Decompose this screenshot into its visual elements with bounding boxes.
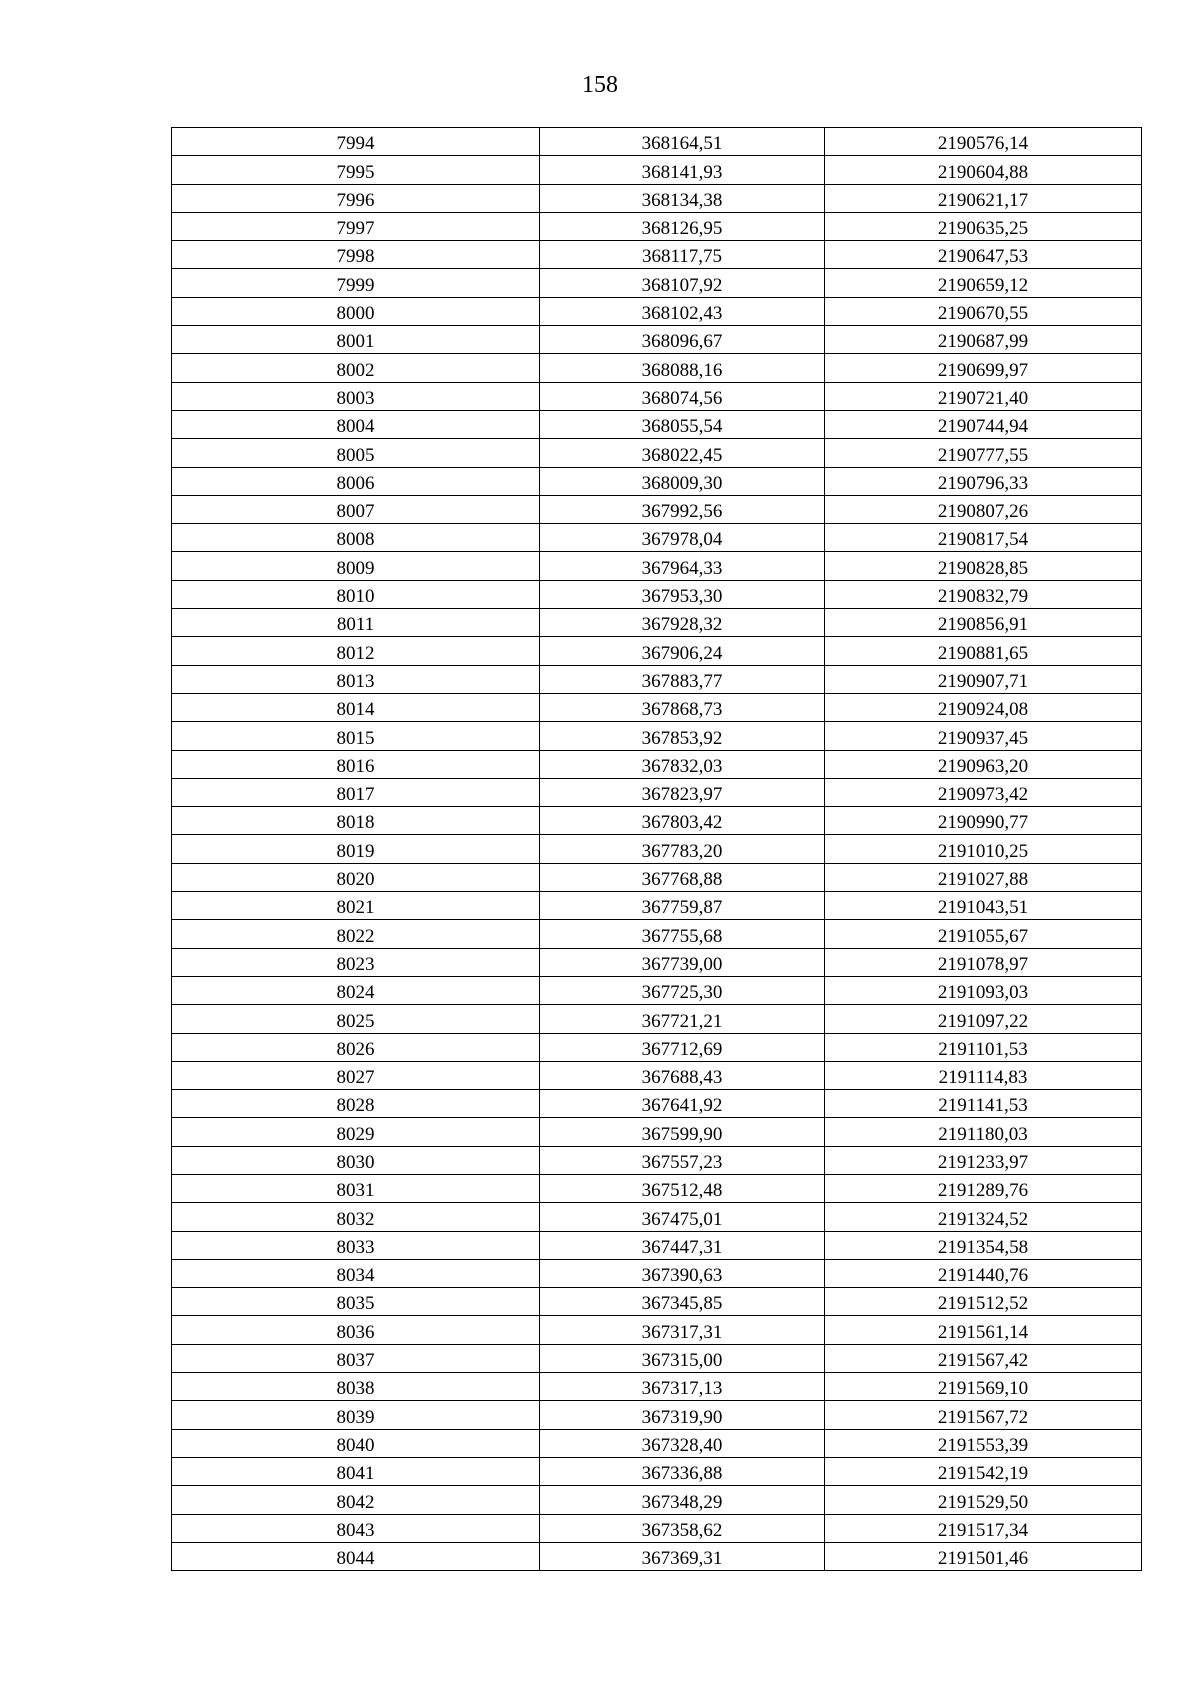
- point-number-cell: 8027: [172, 1061, 540, 1089]
- y-coordinate-cell: 2190635,25: [825, 212, 1142, 240]
- y-coordinate-cell: 2191529,50: [825, 1486, 1142, 1514]
- table-row: [172, 128, 1142, 156]
- table-row: [172, 948, 1142, 976]
- point-number-cell: 8021: [172, 892, 540, 920]
- x-coordinate-cell: 367868,73: [540, 693, 825, 721]
- table-row: [172, 1118, 1142, 1146]
- y-coordinate-cell: 2191569,10: [825, 1373, 1142, 1401]
- point-number-cell: 8013: [172, 665, 540, 693]
- x-coordinate-cell: 367475,01: [540, 1203, 825, 1231]
- x-coordinate-cell: 368009,30: [540, 467, 825, 495]
- table-row: [172, 1344, 1142, 1372]
- table-row: [172, 326, 1142, 354]
- x-coordinate-cell: 367336,88: [540, 1457, 825, 1485]
- x-coordinate-cell: 368107,92: [540, 269, 825, 297]
- point-number-cell: 8000: [172, 297, 540, 325]
- y-coordinate-cell: 2190881,65: [825, 637, 1142, 665]
- y-coordinate-cell: 2190576,14: [825, 128, 1142, 156]
- point-number-cell: 8007: [172, 495, 540, 523]
- x-coordinate-cell: 367319,90: [540, 1401, 825, 1429]
- point-number-cell: 8036: [172, 1316, 540, 1344]
- y-coordinate-cell: 2190856,91: [825, 609, 1142, 637]
- table-row: [172, 467, 1142, 495]
- point-number-cell: 8015: [172, 722, 540, 750]
- table-row: [172, 1033, 1142, 1061]
- x-coordinate-cell: 368134,38: [540, 184, 825, 212]
- y-coordinate-cell: 2191233,97: [825, 1146, 1142, 1174]
- table-row: [172, 212, 1142, 240]
- table-row: [172, 693, 1142, 721]
- y-coordinate-cell: 2191097,22: [825, 1005, 1142, 1033]
- x-coordinate-cell: 367712,69: [540, 1033, 825, 1061]
- point-number-cell: 8019: [172, 835, 540, 863]
- x-coordinate-cell: 368102,43: [540, 297, 825, 325]
- table-row: [172, 495, 1142, 523]
- point-number-cell: 8026: [172, 1033, 540, 1061]
- y-coordinate-cell: 2190744,94: [825, 410, 1142, 438]
- table-row: [172, 1429, 1142, 1457]
- y-coordinate-cell: 2190828,85: [825, 552, 1142, 580]
- point-number-cell: 8008: [172, 524, 540, 552]
- x-coordinate-cell: 367557,23: [540, 1146, 825, 1174]
- y-coordinate-cell: 2191114,83: [825, 1061, 1142, 1089]
- table-row: [172, 1259, 1142, 1287]
- y-coordinate-cell: 2190670,55: [825, 297, 1142, 325]
- y-coordinate-cell: 2191501,46: [825, 1542, 1142, 1570]
- point-number-cell: 8004: [172, 410, 540, 438]
- point-number-cell: 8042: [172, 1486, 540, 1514]
- x-coordinate-cell: 367978,04: [540, 524, 825, 552]
- y-coordinate-cell: 2191027,88: [825, 863, 1142, 891]
- x-coordinate-cell: 367317,13: [540, 1373, 825, 1401]
- point-number-cell: 8022: [172, 920, 540, 948]
- table-row: [172, 241, 1142, 269]
- x-coordinate-cell: 368088,16: [540, 354, 825, 382]
- y-coordinate-cell: 2190699,97: [825, 354, 1142, 382]
- y-coordinate-cell: 2190832,79: [825, 580, 1142, 608]
- y-coordinate-cell: 2191093,03: [825, 976, 1142, 1004]
- y-coordinate-cell: 2190687,99: [825, 326, 1142, 354]
- x-coordinate-cell: 367599,90: [540, 1118, 825, 1146]
- point-number-cell: 8018: [172, 807, 540, 835]
- x-coordinate-cell: 368074,56: [540, 382, 825, 410]
- point-number-cell: 8033: [172, 1231, 540, 1259]
- table-row: [172, 156, 1142, 184]
- y-coordinate-cell: 2190973,42: [825, 778, 1142, 806]
- point-number-cell: 8041: [172, 1457, 540, 1485]
- table-row: [172, 410, 1142, 438]
- point-number-cell: 8012: [172, 637, 540, 665]
- table-row: [172, 1061, 1142, 1089]
- x-coordinate-cell: 367721,21: [540, 1005, 825, 1033]
- x-coordinate-cell: 367447,31: [540, 1231, 825, 1259]
- point-number-cell: 7997: [172, 212, 540, 240]
- table-row: [172, 1288, 1142, 1316]
- table-row: [172, 382, 1142, 410]
- point-number-cell: 8023: [172, 948, 540, 976]
- point-number-cell: 8037: [172, 1344, 540, 1372]
- y-coordinate-cell: 2191141,53: [825, 1090, 1142, 1118]
- y-coordinate-cell: 2191567,72: [825, 1401, 1142, 1429]
- point-number-cell: 8044: [172, 1542, 540, 1570]
- y-coordinate-cell: 2191561,14: [825, 1316, 1142, 1344]
- table-row: [172, 750, 1142, 778]
- y-coordinate-cell: 2190807,26: [825, 495, 1142, 523]
- point-number-cell: 7994: [172, 128, 540, 156]
- point-number-cell: 8032: [172, 1203, 540, 1231]
- table-row: [172, 524, 1142, 552]
- y-coordinate-cell: 2191078,97: [825, 948, 1142, 976]
- y-coordinate-cell: 2191180,03: [825, 1118, 1142, 1146]
- y-coordinate-cell: 2190659,12: [825, 269, 1142, 297]
- point-number-cell: 8039: [172, 1401, 540, 1429]
- table-row: [172, 892, 1142, 920]
- x-coordinate-cell: 367725,30: [540, 976, 825, 1004]
- table-row: [172, 552, 1142, 580]
- x-coordinate-cell: 368022,45: [540, 439, 825, 467]
- x-coordinate-cell: 368096,67: [540, 326, 825, 354]
- table-row: [172, 439, 1142, 467]
- point-number-cell: 8006: [172, 467, 540, 495]
- point-number-cell: 8038: [172, 1373, 540, 1401]
- table-row: [172, 1231, 1142, 1259]
- table-row: [172, 863, 1142, 891]
- x-coordinate-cell: 367315,00: [540, 1344, 825, 1372]
- x-coordinate-cell: 367348,29: [540, 1486, 825, 1514]
- table-row: [172, 297, 1142, 325]
- table-row: [172, 807, 1142, 835]
- point-number-cell: 8014: [172, 693, 540, 721]
- table-row: [172, 354, 1142, 382]
- y-coordinate-cell: 2190604,88: [825, 156, 1142, 184]
- point-number-cell: 8011: [172, 609, 540, 637]
- x-coordinate-cell: 368141,93: [540, 156, 825, 184]
- y-coordinate-cell: 2191055,67: [825, 920, 1142, 948]
- y-coordinate-cell: 2190721,40: [825, 382, 1142, 410]
- y-coordinate-cell: 2191517,34: [825, 1514, 1142, 1542]
- point-number-cell: 8009: [172, 552, 540, 580]
- x-coordinate-cell: 367953,30: [540, 580, 825, 608]
- table-row: [172, 1514, 1142, 1542]
- table-row: [172, 722, 1142, 750]
- table-row: [172, 1542, 1142, 1570]
- point-number-cell: 8034: [172, 1259, 540, 1287]
- x-coordinate-cell: 367883,77: [540, 665, 825, 693]
- x-coordinate-cell: 367759,87: [540, 892, 825, 920]
- y-coordinate-cell: 2191440,76: [825, 1259, 1142, 1287]
- table-row: [172, 1203, 1142, 1231]
- point-number-cell: 8020: [172, 863, 540, 891]
- x-coordinate-cell: 367832,03: [540, 750, 825, 778]
- x-coordinate-cell: 367755,68: [540, 920, 825, 948]
- table-row: [172, 778, 1142, 806]
- x-coordinate-cell: 367803,42: [540, 807, 825, 835]
- point-number-cell: 8028: [172, 1090, 540, 1118]
- point-number-cell: 7998: [172, 241, 540, 269]
- y-coordinate-cell: 2191542,19: [825, 1457, 1142, 1485]
- y-coordinate-cell: 2190817,54: [825, 524, 1142, 552]
- x-coordinate-cell: 367358,62: [540, 1514, 825, 1542]
- point-number-cell: 8001: [172, 326, 540, 354]
- y-coordinate-cell: 2191567,42: [825, 1344, 1142, 1372]
- y-coordinate-cell: 2191043,51: [825, 892, 1142, 920]
- y-coordinate-cell: 2191101,53: [825, 1033, 1142, 1061]
- table-row: [172, 1401, 1142, 1429]
- page-number: 158: [582, 72, 618, 98]
- table-row: [172, 1005, 1142, 1033]
- x-coordinate-cell: 367906,24: [540, 637, 825, 665]
- point-number-cell: 8031: [172, 1174, 540, 1202]
- point-number-cell: 8035: [172, 1288, 540, 1316]
- point-number-cell: 7995: [172, 156, 540, 184]
- y-coordinate-cell: 2190907,71: [825, 665, 1142, 693]
- x-coordinate-cell: 367992,56: [540, 495, 825, 523]
- table-row: [172, 269, 1142, 297]
- x-coordinate-cell: 367328,40: [540, 1429, 825, 1457]
- point-number-cell: 7996: [172, 184, 540, 212]
- point-number-cell: 8016: [172, 750, 540, 778]
- x-coordinate-cell: 367688,43: [540, 1061, 825, 1089]
- y-coordinate-cell: 2191289,76: [825, 1174, 1142, 1202]
- point-number-cell: 8043: [172, 1514, 540, 1542]
- y-coordinate-cell: 2191553,39: [825, 1429, 1142, 1457]
- x-coordinate-cell: 367641,92: [540, 1090, 825, 1118]
- point-number-cell: 8005: [172, 439, 540, 467]
- x-coordinate-cell: 367783,20: [540, 835, 825, 863]
- x-coordinate-cell: 367853,92: [540, 722, 825, 750]
- table-row: [172, 1373, 1142, 1401]
- y-coordinate-cell: 2190796,33: [825, 467, 1142, 495]
- x-coordinate-cell: 367768,88: [540, 863, 825, 891]
- point-number-cell: 8030: [172, 1146, 540, 1174]
- x-coordinate-cell: 367345,85: [540, 1288, 825, 1316]
- coordinates-table: [171, 127, 1142, 1571]
- x-coordinate-cell: 368164,51: [540, 128, 825, 156]
- y-coordinate-cell: 2190621,17: [825, 184, 1142, 212]
- x-coordinate-cell: 367964,33: [540, 552, 825, 580]
- y-coordinate-cell: 2190963,20: [825, 750, 1142, 778]
- table-row: [172, 1174, 1142, 1202]
- x-coordinate-cell: 367390,63: [540, 1259, 825, 1287]
- y-coordinate-cell: 2191324,52: [825, 1203, 1142, 1231]
- y-coordinate-cell: 2190777,55: [825, 439, 1142, 467]
- point-number-cell: 8017: [172, 778, 540, 806]
- table-row: [172, 609, 1142, 637]
- y-coordinate-cell: 2190924,08: [825, 693, 1142, 721]
- table-row: [172, 1146, 1142, 1174]
- y-coordinate-cell: 2190937,45: [825, 722, 1142, 750]
- y-coordinate-cell: 2190990,77: [825, 807, 1142, 835]
- table-row: [172, 665, 1142, 693]
- point-number-cell: 8010: [172, 580, 540, 608]
- table-row: [172, 1486, 1142, 1514]
- table-row: [172, 920, 1142, 948]
- x-coordinate-cell: 367317,31: [540, 1316, 825, 1344]
- table-row: [172, 580, 1142, 608]
- x-coordinate-cell: 368055,54: [540, 410, 825, 438]
- y-coordinate-cell: 2191512,52: [825, 1288, 1142, 1316]
- x-coordinate-cell: 367512,48: [540, 1174, 825, 1202]
- x-coordinate-cell: 367739,00: [540, 948, 825, 976]
- point-number-cell: 8024: [172, 976, 540, 1004]
- y-coordinate-cell: 2190647,53: [825, 241, 1142, 269]
- table-row: [172, 835, 1142, 863]
- y-coordinate-cell: 2191010,25: [825, 835, 1142, 863]
- y-coordinate-cell: 2191354,58: [825, 1231, 1142, 1259]
- x-coordinate-cell: 367928,32: [540, 609, 825, 637]
- point-number-cell: 8002: [172, 354, 540, 382]
- point-number-cell: 7999: [172, 269, 540, 297]
- point-number-cell: 8025: [172, 1005, 540, 1033]
- table-row: [172, 184, 1142, 212]
- table-row: [172, 1316, 1142, 1344]
- x-coordinate-cell: 368117,75: [540, 241, 825, 269]
- point-number-cell: 8029: [172, 1118, 540, 1146]
- table-body: [172, 128, 1142, 1571]
- x-coordinate-cell: 367823,97: [540, 778, 825, 806]
- x-coordinate-cell: 367369,31: [540, 1542, 825, 1570]
- table-row: [172, 1090, 1142, 1118]
- point-number-cell: 8003: [172, 382, 540, 410]
- table-row: [172, 976, 1142, 1004]
- point-number-cell: 8040: [172, 1429, 540, 1457]
- table-row: [172, 637, 1142, 665]
- x-coordinate-cell: 368126,95: [540, 212, 825, 240]
- table-row: [172, 1457, 1142, 1485]
